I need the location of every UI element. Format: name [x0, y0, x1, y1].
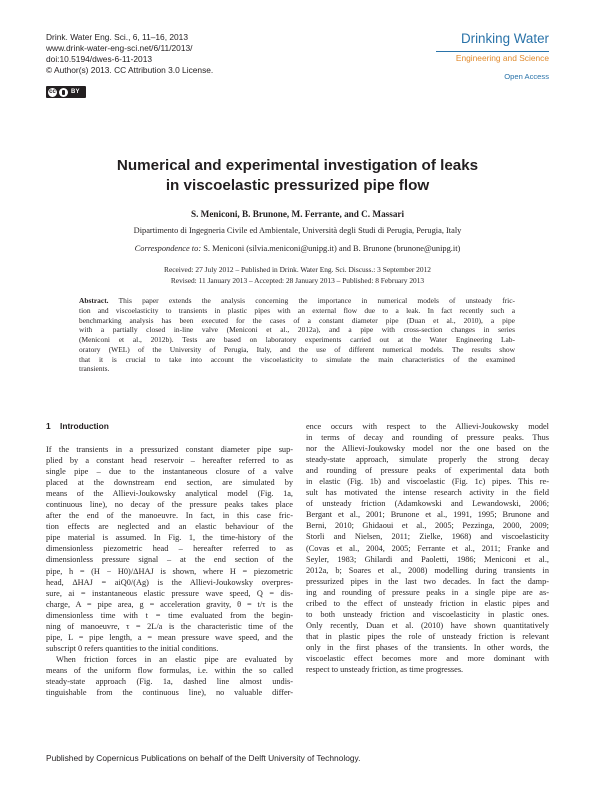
journal-title: Drinking Water	[460, 31, 549, 46]
abstract	[79, 296, 515, 374]
text-line: and rounding of pressure peaks of experimental data both	[306, 466, 549, 476]
text-line: pipe, L = pipe length, a = mean pressure wave speed, and the	[46, 632, 293, 642]
text-line: pressurized pipes in the last two decades. In fact the damp-	[306, 576, 549, 586]
correspondence-label: Correspondence to:	[134, 244, 202, 253]
text-line: of unsteady friction (Adamkowski and Lewandowski, 2006;	[306, 499, 549, 509]
text-line: nor the Allievi-Joukowsky model nor the one based on the	[306, 444, 549, 454]
revised-dates: Revised: 11 January 2013 – Accepted: 28 January 2013 – Published: 8 February 2013	[170, 276, 425, 285]
text-line: dimensionless piezometric head – hereafter referred to as	[46, 544, 293, 554]
text-line: If the transients in a pressurized constant diameter pipe sup-	[46, 445, 293, 454]
right-column	[306, 421, 549, 675]
text-line: in terms of decay and rounding of pressure peaks. Thus	[306, 433, 549, 443]
citation-journal: Drink. Water Eng. Sci., 6, 11–16, 2013	[46, 32, 188, 42]
text-line: sult has motivated the intense research activity in the field	[306, 488, 549, 498]
abstract-line: oratory (WEL) of the University of Perugia, Italy, and the use of different numerical models. The results show	[79, 344, 515, 354]
text-line: plied by a constant head reservoir – hereafter referred to as	[46, 456, 293, 466]
paper-title	[0, 156, 595, 195]
text-line: means of the uniform flow formulas, i.e. within the so called	[46, 665, 293, 675]
cc-license-badge-icon[interactable]	[46, 86, 86, 98]
correspondence-text: S. Meniconi (silvia.meniconi@unipg.it) and B. Brunone (brunone@unipg.it)	[203, 244, 461, 253]
text-line: single pipe – due to the instantaneous closure of a valve	[46, 467, 293, 477]
text-line: head, ΔHAJ = aiQ0/(Ag) is the Allievi-Joukowsky overpres-	[46, 577, 293, 587]
text-line: (Covas et al., 2004, 2005; Ferrante et al., 2011; Franke and	[306, 543, 549, 553]
text-line: 2012a, b; Soares et al., 2008) modelling during transients in	[306, 565, 549, 575]
received-dates: Received: 27 July 2012 – Published in Drink. Water Eng. Sci. Discuss.: 3 September 2012	[164, 265, 431, 274]
text-line: to both unsteady friction and viscoelasticity in plastic ones.	[306, 609, 549, 619]
publisher-footer: Published by Copernicus Publications on behalf of the Delft University of Technology.	[46, 753, 361, 763]
section-title: Introduction	[60, 421, 109, 431]
text-line: respect to unsteady friction, as time progresses.	[306, 665, 464, 675]
text-line: pipe material is assumed. In Fig. 1, the time-history of the	[46, 533, 293, 543]
text-line: pipe, h = (H − H0)/ΔHAJ is shown, where H = piezometric	[46, 566, 293, 576]
text-line: means of the Allievi-Joukowsky analytical model (Fig. 1a,	[46, 489, 293, 499]
text-line: tinguishable from the continuous line), no valuable differ-	[46, 688, 293, 698]
abstract-line: This paper extends the analysis concerning the importance in numerical models of unsteady fric-	[118, 296, 515, 305]
affiliation: Dipartimento di Ingegneria Civile ed Ambientale, Università degli Studi di Perugia, Perugia, Italy	[133, 226, 462, 235]
text-line: in elastic (Fig. 1b) and viscoelastic (Fig. 1c) pipes. This re-	[306, 477, 549, 487]
text-line: Berni, 2010; Ghidaoui et al., 2005; Pezzinga, 2000, 2009;	[306, 521, 549, 531]
text-line: steady-state approach, simulate properly the strong decay	[306, 455, 549, 465]
text-line: cribed to the effect of unsteady friction in elastic pipes and	[306, 598, 549, 608]
journal-divider	[436, 51, 549, 52]
abstract-line: transients.	[79, 364, 110, 374]
open-access-label: Open Access	[504, 72, 549, 81]
text-line: dimensionless time with t = time evaluated from the begin-	[46, 610, 293, 620]
text-line: viscoelastic effect becomes more and more dominant with	[306, 653, 549, 663]
text-line: ence occurs with respect to the Allievi-Joukowsky model	[306, 422, 549, 431]
cc-icon: cc	[49, 89, 56, 95]
by-person-icon	[59, 88, 68, 97]
text-line: continuous line), no decay of the pressure peaks takes place	[46, 500, 293, 510]
abstract-line: benchmarking analysis has been executed for the cases of a constant diameter pipe (Duan et al., 2010), a pipe	[79, 315, 515, 325]
text-line: subscript 0 refers quantities to the initial conditions.	[46, 643, 219, 653]
correspondence	[0, 244, 595, 253]
abstract-line: tion and viscoelasticity to transients in plastic pipes with an external flow due to a leak. In fact recently such a	[79, 305, 515, 315]
section-number: 1	[46, 421, 51, 431]
abstract-label: Abstract.	[79, 296, 109, 305]
text-line: ning of manoeuvre, τ = 2L/a is the characteristic time of the	[46, 621, 293, 631]
citation-license: © Author(s) 2013. CC Attribution 3.0 License.	[46, 65, 214, 75]
abstract-line: that it is crucial to take into account the viscoelasticity to simulate the main characteristics of the examined	[79, 354, 515, 364]
text-line: sure, ai = instantaneous elastic pressure wave speed, Q = dis-	[46, 588, 293, 598]
journal-subtitle: Engineering and Science	[455, 53, 549, 63]
text-line: ing and rounding of pressure peaks in a single pipe are as-	[306, 587, 549, 597]
left-column	[46, 444, 293, 698]
citation-url[interactable]: www.drink-water-eng-sci.net/6/11/2013/	[46, 43, 193, 53]
abstract-line: (Meniconi et al., 2012b). Tests are based on laboratory experiments carried out at the Water Engineering Lab-	[79, 335, 515, 344]
citation-doi[interactable]: doi:10.5194/dwes-6-11-2013	[46, 54, 153, 64]
text-line: Only recently, Duan et al. (2010) have shown quantitatively	[306, 620, 549, 630]
text-line: Seyler, 1983; Ghilardi and Paoletti, 1986; Meniconi et al.,	[306, 554, 549, 564]
text-line: only in the first phases of the transients. In other words, the	[306, 642, 549, 652]
text-line: that in plastic pipes the role of unsteady friction is relevant	[306, 631, 549, 641]
text-line: placed at the downstream end section, are simulated by	[46, 478, 293, 488]
text-line: When friction forces in an elastic pipe are evaluated by	[56, 654, 293, 664]
paper-title-line: Numerical and experimental investigation of leaks	[116, 157, 479, 174]
text-line: tion effects are neglected and an elastic behaviour of the	[46, 522, 293, 532]
section-heading	[46, 421, 109, 431]
paper-title-line: in viscoelastic pressurized pipe flow	[165, 176, 430, 194]
text-line: after the end of the manoeuvre. In fact, in this case fric-	[46, 511, 293, 521]
author-list: S. Meniconi, B. Brunone, M. Ferrante, and C. Massari	[190, 209, 405, 219]
text-line: steady-state approach (Fig. 1a, dashed line almost undis-	[46, 676, 293, 686]
text-line: charge, A = pipe area, g = acceleration gravity, θ = t/τ is the	[46, 599, 293, 609]
text-line: dimensionless pressure signal – at the end section of the	[46, 555, 293, 565]
abstract-line: with a partially closed in-line valve (Meniconi et al., 2012a), and a pipe with cross-section changes in series	[79, 325, 515, 335]
cc-by-label: BY	[71, 89, 80, 95]
text-line: Storli and Nielsen, 2011; Zielke, 1968) and viscoelasticity	[306, 532, 549, 542]
text-line: Bergant et al., 2001; Brunone et al., 1991, 1995; Brunone and	[306, 510, 549, 520]
